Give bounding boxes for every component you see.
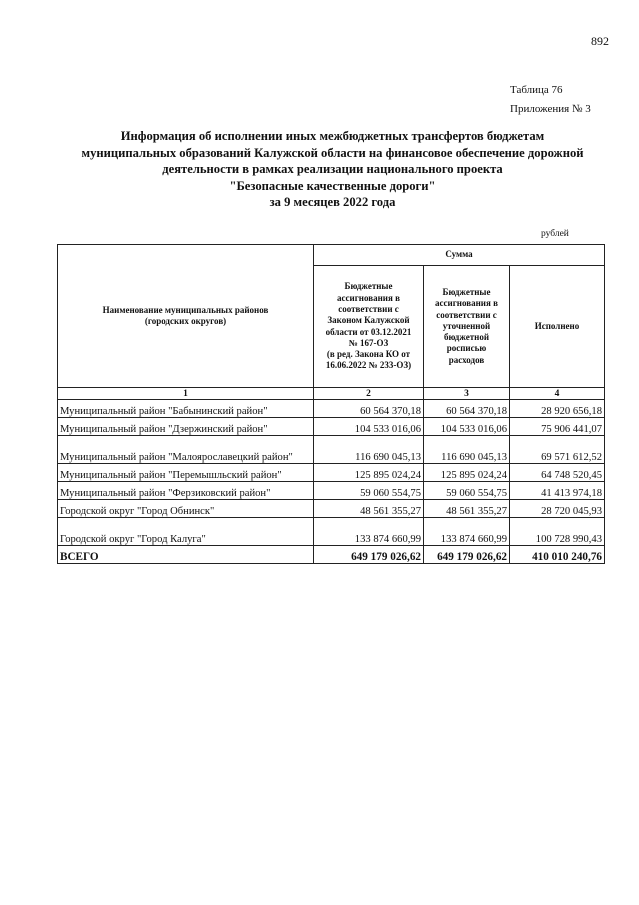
row-plan-value: 48 561 355,27 (424, 500, 510, 518)
title-line: деятельности в рамках реализации национального проекта (162, 162, 503, 176)
page-number: 892 (591, 34, 609, 48)
table-row (58, 500, 605, 518)
row-done-value: 69 571 612,52 (510, 436, 605, 464)
row-done-value: 28 920 656,18 (510, 400, 605, 418)
row-done-value: 41 413 974,18 (510, 482, 605, 500)
title-line: "Безопасные качественные дороги" (229, 178, 436, 193)
table-row (58, 518, 605, 546)
row-law-value: 125 895 024,24 (314, 464, 424, 482)
document-title (40, 128, 625, 211)
row-name: Муниципальный район "Малоярославецкий район" (58, 436, 314, 464)
unit-label: рублей (541, 229, 569, 239)
total-done-value: 410 010 240,76 (510, 546, 605, 564)
row-law-value: 116 690 045,13 (314, 436, 424, 464)
total-plan-value: 649 179 026,62 (424, 546, 510, 564)
header-name-column: Наименование муниципальных районов (городских округов) (58, 245, 314, 388)
total-row (58, 546, 605, 564)
row-name: Городской округ "Город Обнинск" (58, 500, 314, 518)
row-law-value: 60 564 370,18 (314, 400, 424, 418)
table-row (58, 436, 605, 464)
total-label: ВСЕГО (58, 546, 314, 564)
column-number: 3 (424, 388, 510, 400)
table-row (58, 400, 605, 418)
header-done-column: Исполнено (510, 266, 605, 388)
column-number-row (58, 388, 605, 400)
row-plan-value: 116 690 045,13 (424, 436, 510, 464)
table-row (58, 418, 605, 436)
row-done-value: 75 906 441,07 (510, 418, 605, 436)
title-line: Информация об исполнении иных межбюджетных трансфертов бюджетам (120, 129, 545, 143)
table-label: Таблица 76 (510, 84, 563, 96)
header-row (58, 245, 605, 266)
table-row (58, 482, 605, 500)
row-done-value: 100 728 990,43 (510, 518, 605, 546)
row-law-value: 133 874 660,99 (314, 518, 424, 546)
table-row (58, 464, 605, 482)
column-number: 4 (510, 388, 605, 400)
row-done-value: 64 748 520,45 (510, 464, 605, 482)
row-done-value: 28 720 045,93 (510, 500, 605, 518)
row-law-value: 48 561 355,27 (314, 500, 424, 518)
row-name: Муниципальный район "Перемышльский район" (58, 464, 314, 482)
appendix-label (510, 81, 591, 119)
header-sum-group: Сумма (314, 245, 605, 266)
column-number: 2 (314, 388, 424, 400)
header-plan-column: Бюджетные ассигнования в соответствии с уточненной бюджетной росписью расходов (424, 266, 510, 388)
column-number: 1 (58, 388, 314, 400)
row-plan-value: 60 564 370,18 (424, 400, 510, 418)
attachment-label: Приложения № 3 (510, 103, 591, 115)
transfers-table (57, 244, 605, 564)
row-name: Муниципальный район "Бабынинский район" (58, 400, 314, 418)
row-law-value: 104 533 016,06 (314, 418, 424, 436)
header-law-column: Бюджетные ассигнования в соответствии с Законом Калужской области от 03.12.2021 № 167-ОЗ (в ред. Закона КО от 16.06.2022 № 233-ОЗ) (314, 266, 424, 388)
row-plan-value: 59 060 554,75 (424, 482, 510, 500)
row-plan-value: 125 895 024,24 (424, 464, 510, 482)
title-line: за 9 месяцев 2022 года (269, 195, 396, 209)
row-name: Муниципальный район "Ферзиковский район" (58, 482, 314, 500)
row-law-value: 59 060 554,75 (314, 482, 424, 500)
row-plan-value: 104 533 016,06 (424, 418, 510, 436)
row-name: Городской округ "Город Калуга" (58, 518, 314, 546)
total-law-value: 649 179 026,62 (314, 546, 424, 564)
row-name: Муниципальный район "Дзержинский район" (58, 418, 314, 436)
title-line: муниципальных образований Калужской области на финансовое обеспечение дорожной (81, 145, 584, 160)
row-plan-value: 133 874 660,99 (424, 518, 510, 546)
